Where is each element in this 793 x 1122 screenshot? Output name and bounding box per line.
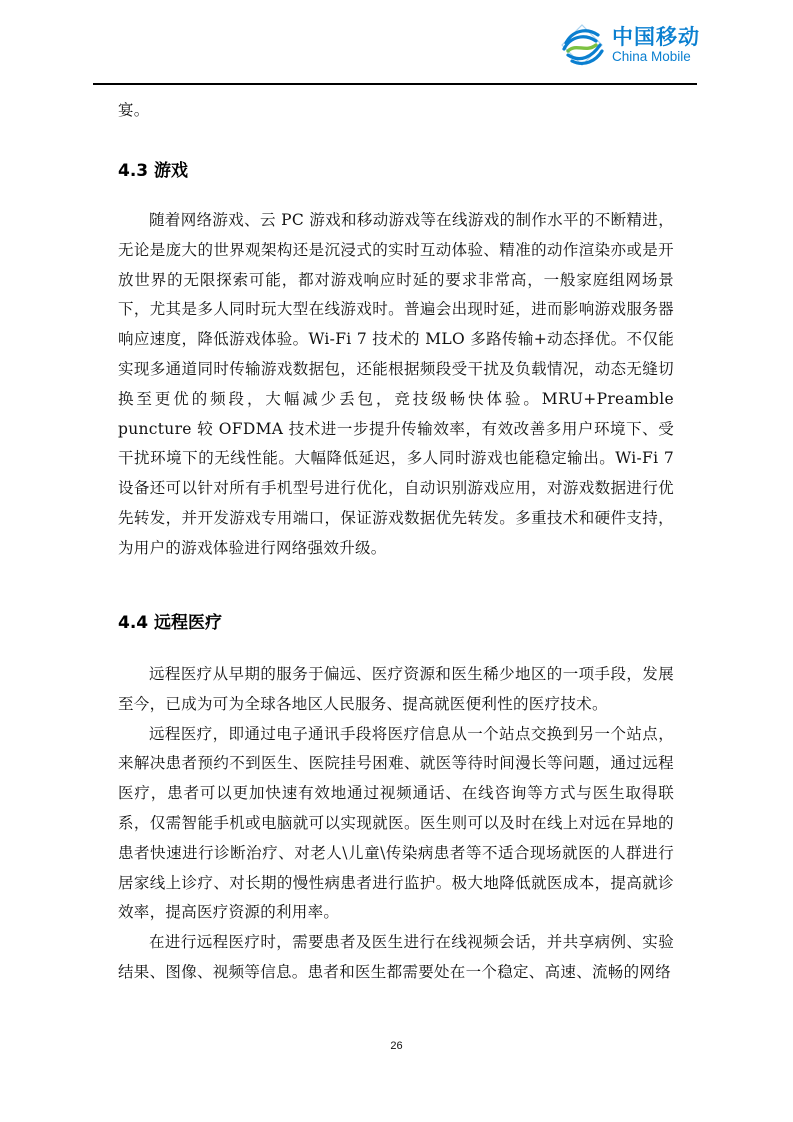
- china-mobile-logo-icon: [558, 21, 606, 69]
- section-4-4-body: [118, 660, 674, 988]
- carryover-block: [118, 96, 674, 126]
- page-number: 26: [390, 1040, 403, 1052]
- header-divider: [93, 83, 697, 85]
- section-heading-4-3: 4.3 游戏: [118, 161, 189, 181]
- paragraph: 在进行远程医疗时，需要患者及医生进行在线视频会话，并共享病例、实验结果、图像、视频等信息。患者和医生都需要处在一个稳定、高速、流畅的网络: [118, 933, 674, 981]
- paragraph: 远程医疗从早期的服务于偏远、医疗资源和医生稀少地区的一项手段，发展至今，已成为可为全球各地区人民服务、提高就医便利性的医疗技术。: [118, 665, 674, 713]
- section-4-3-body: [118, 206, 674, 564]
- section-heading-4-4: 4.4 远程医疗: [118, 613, 223, 633]
- paragraph: 远程医疗，即通过电子通讯手段将医疗信息从一个站点交换到另一个站点，来解决患者预约不到医生、医院挂号困难、就医等待时间漫长等问题，通过远程医疗，患者可以更加快速有效地通过视频通话、在线咨询等方式与医生取得联系，仅需智能手机或电脑就可以实现就医。医生则可以及时在线上对远在异地的患者快速进行诊断治疗、对老人\儿童\传染病患者等不适合现场就医的人群进行居家线上诊疗、对长期的慢性病患者进行监护。极大地降低就医成本，提高就诊效率，提高医疗资源的利用率。: [118, 724, 674, 922]
- paragraph: 随着网络游戏、云 PC 游戏和移动游戏等在线游戏的制作水平的不断精进，无论是庞大的世界观架构还是沉浸式的实时互动体验、精准的动作渲染亦或是开放世界的无限探索可能，都对游戏响应时延的要求非常高，一般家庭组网场景下，尤其是多人同时玩大型在线游戏时。普遍会出现时延，进而影响游戏服务器响应速度，降低游戏体验。Wi-Fi 7 技术的 MLO 多路传输+动态择优。不仅能实现多通道同时传输游戏数据包，还能根据频段受干扰及负载情况，动态无缝切换至更优的频段，大幅减少丢包，竞技级畅快体验。MRU+Preamble puncture 较 OFDMA 技术进一步提升传输效率，有效改善多用户环境下、受干扰环境下的无线性能。大幅降低延迟，多人同时游戏也能稳定输出。Wi-Fi 7 设备还可以针对所有手机型号进行优化，自动识别游戏应用，对游戏数据进行优先转发，并开发游戏专用端口，保证游戏数据优先转发。多重技术和硬件支持，为用户的游戏体验进行网络强效升级。: [118, 211, 674, 557]
- logo-name-en: China Mobile: [612, 49, 691, 64]
- china-mobile-logo: [558, 20, 703, 70]
- carryover-text: 宴。: [118, 101, 150, 119]
- logo-name-cn: 中国移动: [612, 25, 700, 49]
